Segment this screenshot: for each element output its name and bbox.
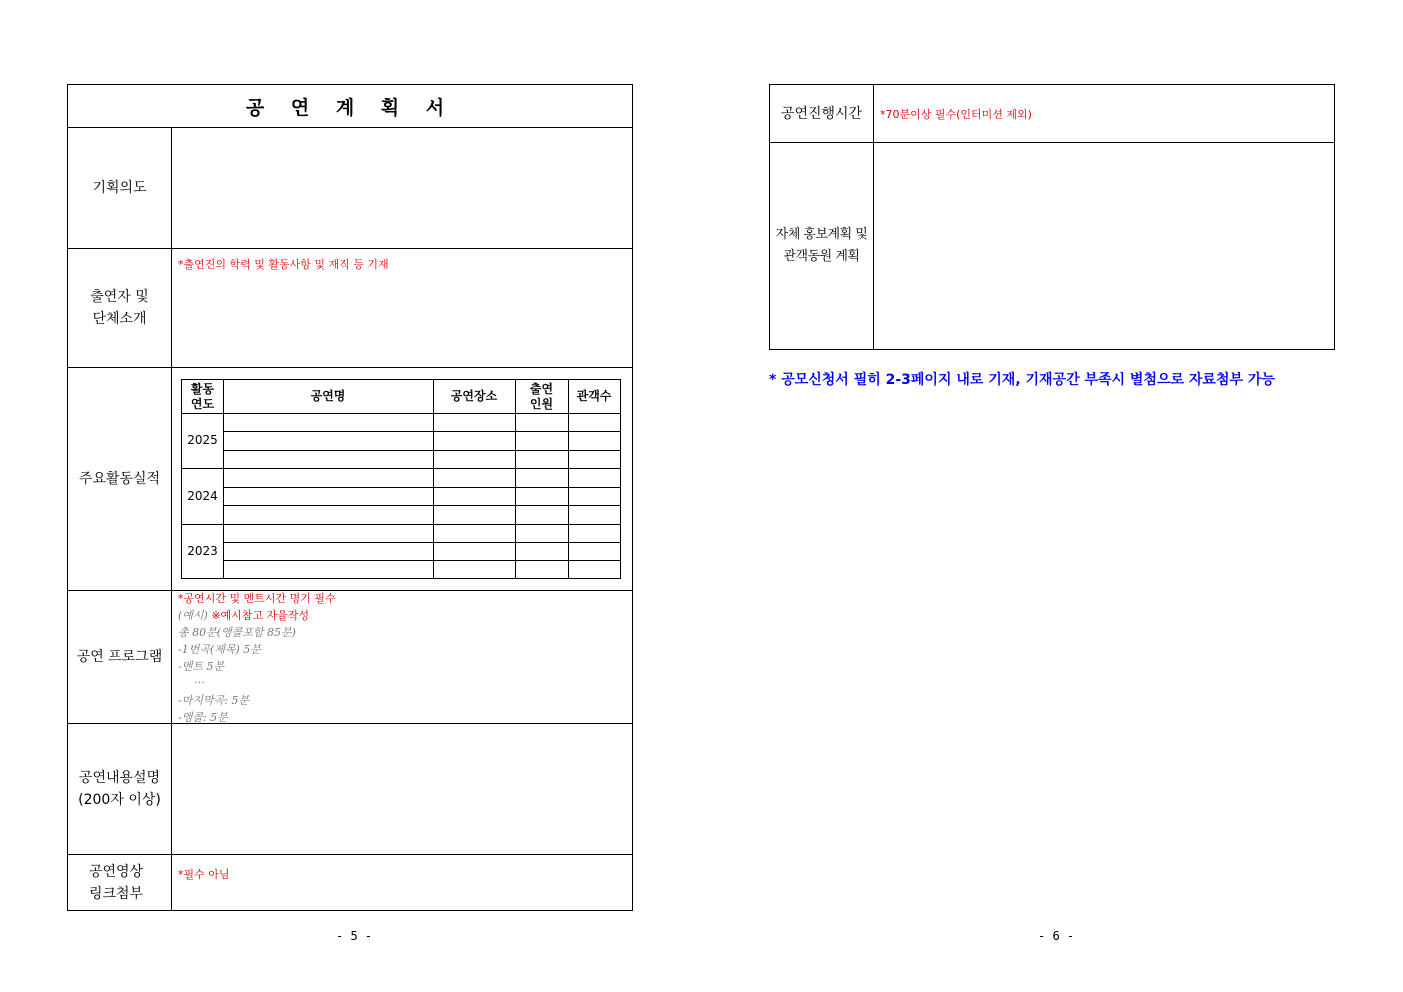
video-label: 공연영상 링크첨부 [88,863,144,902]
program-example-line: -앵콜: 5분 [178,711,228,724]
col-cast-header: 출연 인원 [529,381,554,411]
activity-table [181,379,621,579]
col-year-header: 활동 연도 [190,381,215,411]
performers-label: 출연자 및 단체소개 [90,289,149,327]
duration-note: *70분이상 필수(인터미션 제외) [880,108,1032,121]
year-cell: 2023 [187,543,218,558]
video-note: *필수 아님 [178,868,230,881]
submission-notice: * 공모신청서 필히 2-3페이지 내로 기재, 기재공간 부족시 별첨으로 자료첨부 가능 [769,372,1275,388]
program-example-line: -멘트 5분 [178,660,225,673]
program-example-line: … [194,673,205,686]
col-audience-header: 관객수 [576,389,612,403]
page-number-left: - 5 - [336,929,373,943]
year-cell: 2025 [187,433,218,447]
page-number-right: - 6 - [1038,929,1075,943]
col-name-header: 공연명 [310,389,346,403]
description-label: 공연내용설명 (200자 이상) [78,770,161,808]
program-note: *공연시간 및 멘트시간 명기 필수 [178,592,336,605]
program-example-line: -마지막곡: 5분 [178,694,250,707]
program-example-line: -1번곡(제목) 5분 [178,643,261,656]
program-label: 공연 프로그램 [76,649,163,665]
activities-label: 주요활동실적 [78,471,161,487]
performers-note: *출연진의 학력 및 활동사항 및 재직 등 기재 [178,258,389,271]
col-venue-header: 공연장소 [450,389,498,403]
year-cell: 2024 [187,488,218,503]
program-example-line: 총 80분(앵콜포함 85분) [178,626,296,639]
form-title: 공 연 계 획 서 [245,96,455,119]
planning-intent-label: 기획의도 [92,180,147,196]
promotion-label: 자체 홍보계획 및 관객동원 계획 [775,227,868,264]
duration-label: 공연진행시간 [780,105,863,122]
program-example-header: (예시) ※예시참고 자율작성 [178,609,310,622]
